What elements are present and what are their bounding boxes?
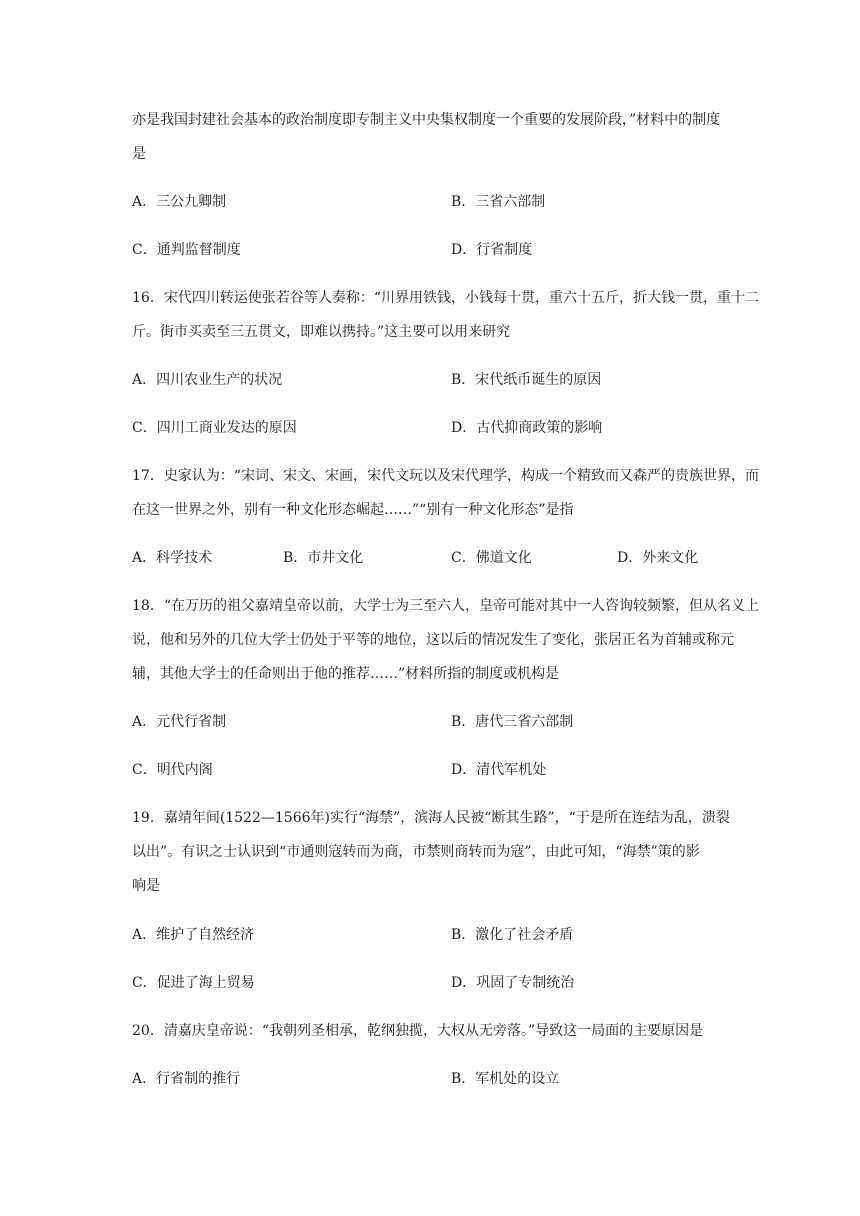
q18-option-a: A．元代行省制	[132, 714, 227, 730]
q19-stem-line1: 19．嘉靖年间(1522—1566年)实行“海禁”，滨海人民被“断其生路”，“于是所在连结为乱，溃裂	[132, 810, 730, 826]
q17-stem-line2: 在这一世界之外，别有一种文化形态崛起……”“别有一种文化形态”是指	[132, 502, 574, 518]
q15-option-a: A．三公九卿制	[132, 194, 227, 210]
q15-option-b: B．三省六部制	[451, 194, 546, 210]
q18-option-b: B．唐代三省六部制	[451, 714, 574, 730]
q17-option-a: A．科学技术	[132, 550, 213, 566]
q20-option-a: A．行省制的推行	[132, 1071, 241, 1087]
q19-option-a: A．维护了自然经济	[132, 927, 255, 943]
q18-stem-line2: 说，他和另外的几位大学士仍处于平等的地位，这以后的情况发生了变化，张居正名为首辅或称元	[132, 632, 734, 648]
q18-stem-line1: 18．“在万历的祖父嘉靖皇帝以前，大学士为三至六人，皇帝可能对其中一人咨询较频繁，但从名义上	[132, 598, 759, 614]
q17-option-d: D．外来文化	[617, 550, 699, 566]
q17-stem-line1: 17．史家认为：“宋词、宋文、宋画，宋代文玩以及宋代理学，构成一个精致而又森严的贵族世界，而	[132, 468, 759, 484]
q18-option-d: D．清代军机处	[451, 762, 547, 778]
q16-option-b: B．宋代纸币诞生的原因	[451, 372, 602, 388]
q17-option-b: B．市井文化	[283, 550, 364, 566]
q19-option-b: B．激化了社会矛盾	[451, 927, 574, 943]
q19-option-d: D．巩固了专制统治	[451, 975, 575, 991]
q20-stem-line1: 20．清嘉庆皇帝说：“我朝列圣相承，乾纲独揽，大权从无旁落。”导致这一局面的主要原因是	[132, 1023, 704, 1039]
q16-option-c: C．四川工商业发达的原因	[132, 420, 297, 436]
q19-stem-line2: 以出”。有识之士认识到“市通则寇转而为商，市禁则商转而为寇”，由此可知，“海禁”策的影	[132, 844, 700, 860]
q19-stem-line3: 响是	[132, 878, 160, 894]
q16-stem-line1: 16．宋代四川转运使张若谷等人奏称：“川界用铁钱，小钱每十贯，重六十五斤，折大钱一贯，重十二	[132, 290, 759, 306]
q18-stem-line3: 辅，其他大学士的任命则出于他的推荐……”材料所指的制度或机构是	[132, 666, 560, 682]
q15-stem-line1: 亦是我国封建社会基本的政治制度即专制主义中央集权制度一个重要的发展阶段，”材料中的制度	[132, 112, 721, 128]
q17-option-c: C．佛道文化	[451, 550, 532, 566]
q18-option-c: C．明代内阁	[132, 762, 213, 778]
q20-option-b: B．军机处的设立	[451, 1071, 560, 1087]
q15-option-c: C．通判监督制度	[132, 242, 241, 258]
q15-option-d: D．行省制度	[451, 242, 533, 258]
q16-option-a: A．四川农业生产的状况	[132, 372, 283, 388]
q19-option-c: C．促进了海上贸易	[132, 975, 255, 991]
q15-stem-line2: 是	[132, 146, 146, 162]
q16-stem-line2: 斤。街市买卖至三五贯文，即难以携持。”这主要可以用来研究	[132, 324, 511, 340]
q16-option-d: D．古代抑商政策的影响	[451, 420, 603, 436]
